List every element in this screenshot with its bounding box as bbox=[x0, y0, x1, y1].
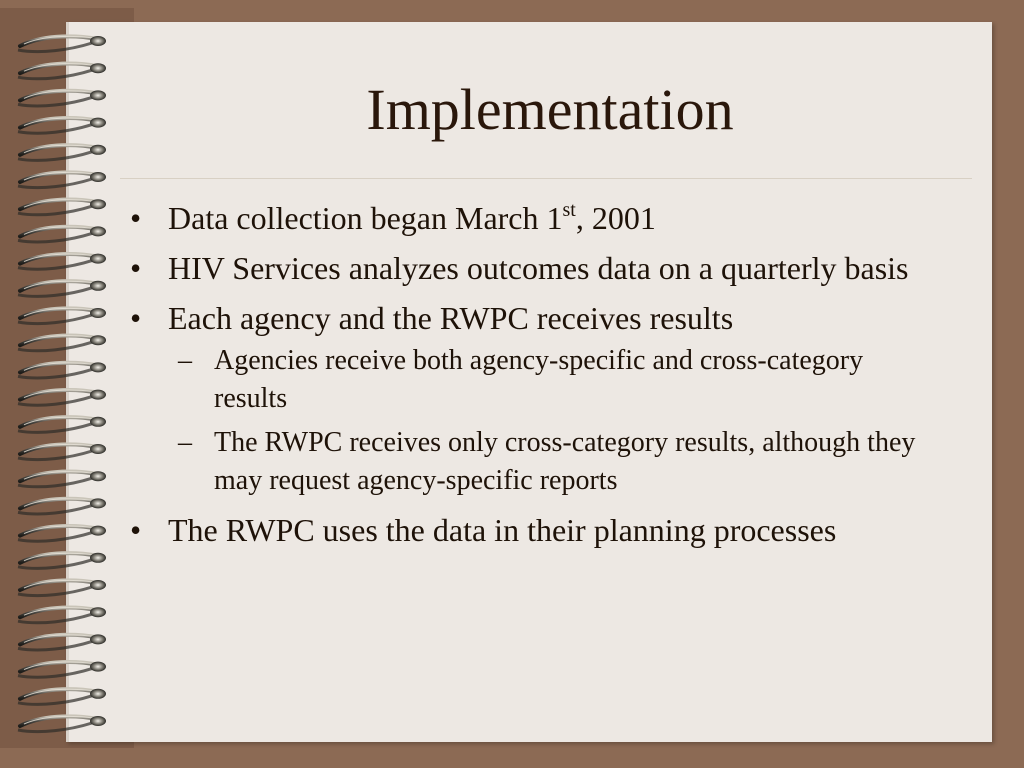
title-divider bbox=[120, 178, 972, 179]
spiral-coil bbox=[18, 444, 106, 460]
spiral-coil bbox=[18, 607, 106, 623]
spiral-coil bbox=[18, 716, 106, 732]
spiral-coil bbox=[18, 335, 106, 351]
bullet-text-tail: , 2001 bbox=[575, 200, 656, 236]
bullet-icon: • bbox=[130, 250, 142, 286]
spiral-coil bbox=[18, 226, 106, 242]
bullet-text: HIV Services analyzes outcomes data on a quarterly basis bbox=[168, 250, 909, 286]
bullet-icon: • bbox=[130, 300, 142, 336]
spiral-coil bbox=[18, 580, 106, 596]
bullet-text: Each agency and the RWPC receives results bbox=[168, 300, 734, 336]
dash-icon: – bbox=[178, 427, 192, 458]
spiral-coil bbox=[18, 172, 106, 188]
sub-bullet-text: The RWPC receives only cross-category results, although they may request agency-specific reports bbox=[214, 427, 916, 496]
dash-icon: – bbox=[178, 345, 192, 376]
bullet-item-2 bbox=[126, 246, 936, 290]
spiral-coil bbox=[18, 145, 106, 161]
bullet-item-1 bbox=[126, 196, 936, 240]
bullet-text: Data collection began March 1 bbox=[168, 200, 563, 236]
bullet-item-3 bbox=[126, 296, 936, 500]
spiral-coil bbox=[18, 254, 106, 270]
bullet-list bbox=[126, 196, 936, 552]
spiral-coil bbox=[18, 634, 106, 650]
spiral-coil bbox=[18, 390, 106, 406]
spiral-coil bbox=[18, 36, 106, 52]
sub-bullet-item-1 bbox=[168, 342, 936, 418]
ordinal-suffix: st bbox=[562, 199, 576, 221]
spiral-coil bbox=[18, 90, 106, 106]
spiral-coil bbox=[18, 498, 106, 514]
spiral-coil bbox=[18, 308, 106, 324]
slide-body bbox=[126, 196, 936, 558]
spiral-coil bbox=[18, 526, 106, 542]
bullet-text: The RWPC uses the data in their planning processes bbox=[168, 512, 837, 548]
sub-bullet-item-2 bbox=[168, 424, 936, 500]
spiral-coil bbox=[18, 362, 106, 378]
spiral-coil bbox=[18, 662, 106, 678]
bullet-icon: • bbox=[130, 512, 142, 548]
spiral-coil bbox=[18, 118, 106, 134]
spiral-coil bbox=[18, 281, 106, 297]
slide-title: Implementation bbox=[366, 77, 734, 142]
sub-bullet-list bbox=[168, 342, 936, 500]
spiral-binding-icon bbox=[0, 0, 130, 768]
bullet-icon: • bbox=[130, 200, 142, 236]
spiral-coil bbox=[18, 199, 106, 215]
spiral-coil bbox=[18, 471, 106, 487]
spiral-coil bbox=[18, 417, 106, 433]
sub-bullet-text: Agencies receive both agency-specific and cross-category results bbox=[214, 345, 864, 414]
spiral-coil bbox=[18, 689, 106, 705]
spiral-coil bbox=[18, 63, 106, 79]
bullet-item-4 bbox=[126, 508, 936, 552]
spiral-coil bbox=[18, 553, 106, 569]
